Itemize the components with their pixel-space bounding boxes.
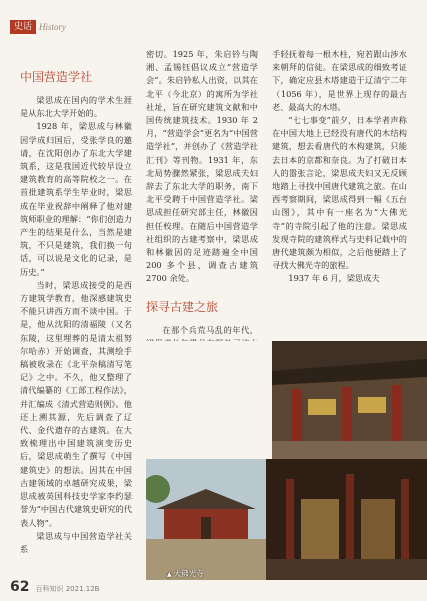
section-heading-2: 探寻古建之旅 (146, 300, 219, 314)
paragraph: 在那个兵荒马乱的年代， (162, 325, 258, 335)
temple-photo-side (146, 341, 272, 459)
section-tag-english: History (39, 22, 67, 32)
column-2 (146, 48, 258, 286)
section-header (10, 20, 66, 34)
paragraph: “七七事变”前夕，日本学者声称在中国大地上已经没有唐代的木结构建筑，想去看唐代的木构建筑，只能去日本的京都和奈良。为了打破日本人的嚣张言论，梁思成夫妇又无反顾地踏上寻找中国唐代建筑之旅。在山西考察期间，梁思成得到一幅《五台山图》，其中有一座名为“大佛光寺”的寺院引起了他的注意。梁思成发现寺院的建筑样式与史料记载中的唐代建筑颇为相似，之后他便踏上了寻找大佛光寺的旅程。 (272, 115, 407, 271)
page-footer (10, 579, 99, 595)
column-3 (272, 48, 407, 286)
section-tag: 史话 (10, 20, 36, 34)
temple-photo-interior (266, 459, 427, 580)
paragraph: 梁思成在国内的学术生涯是从东北大学开始的。 (20, 95, 132, 119)
paragraph-continued: 密切。1925 年，朱启钤与陶湘、孟锡钰倡议成立“营造学会”。朱启钤私人出资，以其在北平（今北京）的寓所为学社社址，旨在研究建筑文献和中国传统建筑技术。1930 年 2 月，“营造学会”更名为“中国营造学社”，并创办了《营造学社汇刊》等刊物。1931 年，东北局势骤然紧张，梁思成夫妇辞去了东北大学的职务，南下北平受聘于中国营造学社。梁思成担任研究部主任，林徽因担任校理。在随后中国营造学社组织的古建考察中，梁思成和林徽因的足迹踏遍全中国 200 多个县，调查古建筑 2700 余处。 (146, 49, 258, 284)
triangle-icon: ▲ (167, 571, 172, 578)
paragraph: 当时，梁思成接受的是西方建筑学教育，他深感建筑史不能只讲西方而不谈中国。于是，他从沈阳的清福陵（又名东陵，这里埋葬的是清太祖努尔哈赤）开始调查，其测绘手稿被收录在《北平杂稿清写笔记》之中。不久，他又整理了清代编纂的《工部工程作法》，并汇编成《清式营造则例》。他还上溯其源，先后调查了辽代、金代遗存的古建筑。在大致梳理出中国建筑演变历史后，梁思成萌生了撰写《中国建筑史》的想法。因其在中国古建领域的卓越研究成果，梁思成被英国科技史学家李约瑟誉为“中国古代建筑史研究的代表人物”。 (20, 279, 132, 528)
temple-photo-courtyard (146, 459, 266, 580)
paragraph: 1937 年 6 月，梁思成夫 (288, 273, 380, 284)
paragraph: 梁思成与中国营造学社关系 (20, 530, 132, 554)
page-number: 62 (10, 579, 30, 595)
section-heading-1: 中国营造学社 (20, 70, 93, 84)
column-1 (20, 70, 132, 556)
paragraph: 1928 年，梁思成与林徽因学成归国后，受张学良的邀请，在沈阳创办了东北大学建筑系，这是我国近代较早设立建筑教育的高等院校之一。在首批建筑系学生毕业时，梁思成在毕业祝辞中阐释了他对建筑师职业的理解：“你们创造力产生的结果是什么，当然是建筑，不只是建筑，我们换一句话，可以说是文化的记录，是历史。” (20, 121, 132, 277)
paragraph-continued: 手轻抚着每一根木柱，宛若跟山涉水来朝拜的信徒。在梁思成的细致考证下，确定应县木塔建造于辽清宁二年（1056 年），是世界上现存的最古老、最高大的木塔。 (272, 49, 407, 112)
temple-photo-collage (146, 341, 427, 580)
magazine-info: 百科知识 2021.12B (35, 585, 100, 593)
photo-caption: ▲ 大佛光寺 (167, 569, 204, 578)
temple-photo-main (272, 341, 427, 459)
